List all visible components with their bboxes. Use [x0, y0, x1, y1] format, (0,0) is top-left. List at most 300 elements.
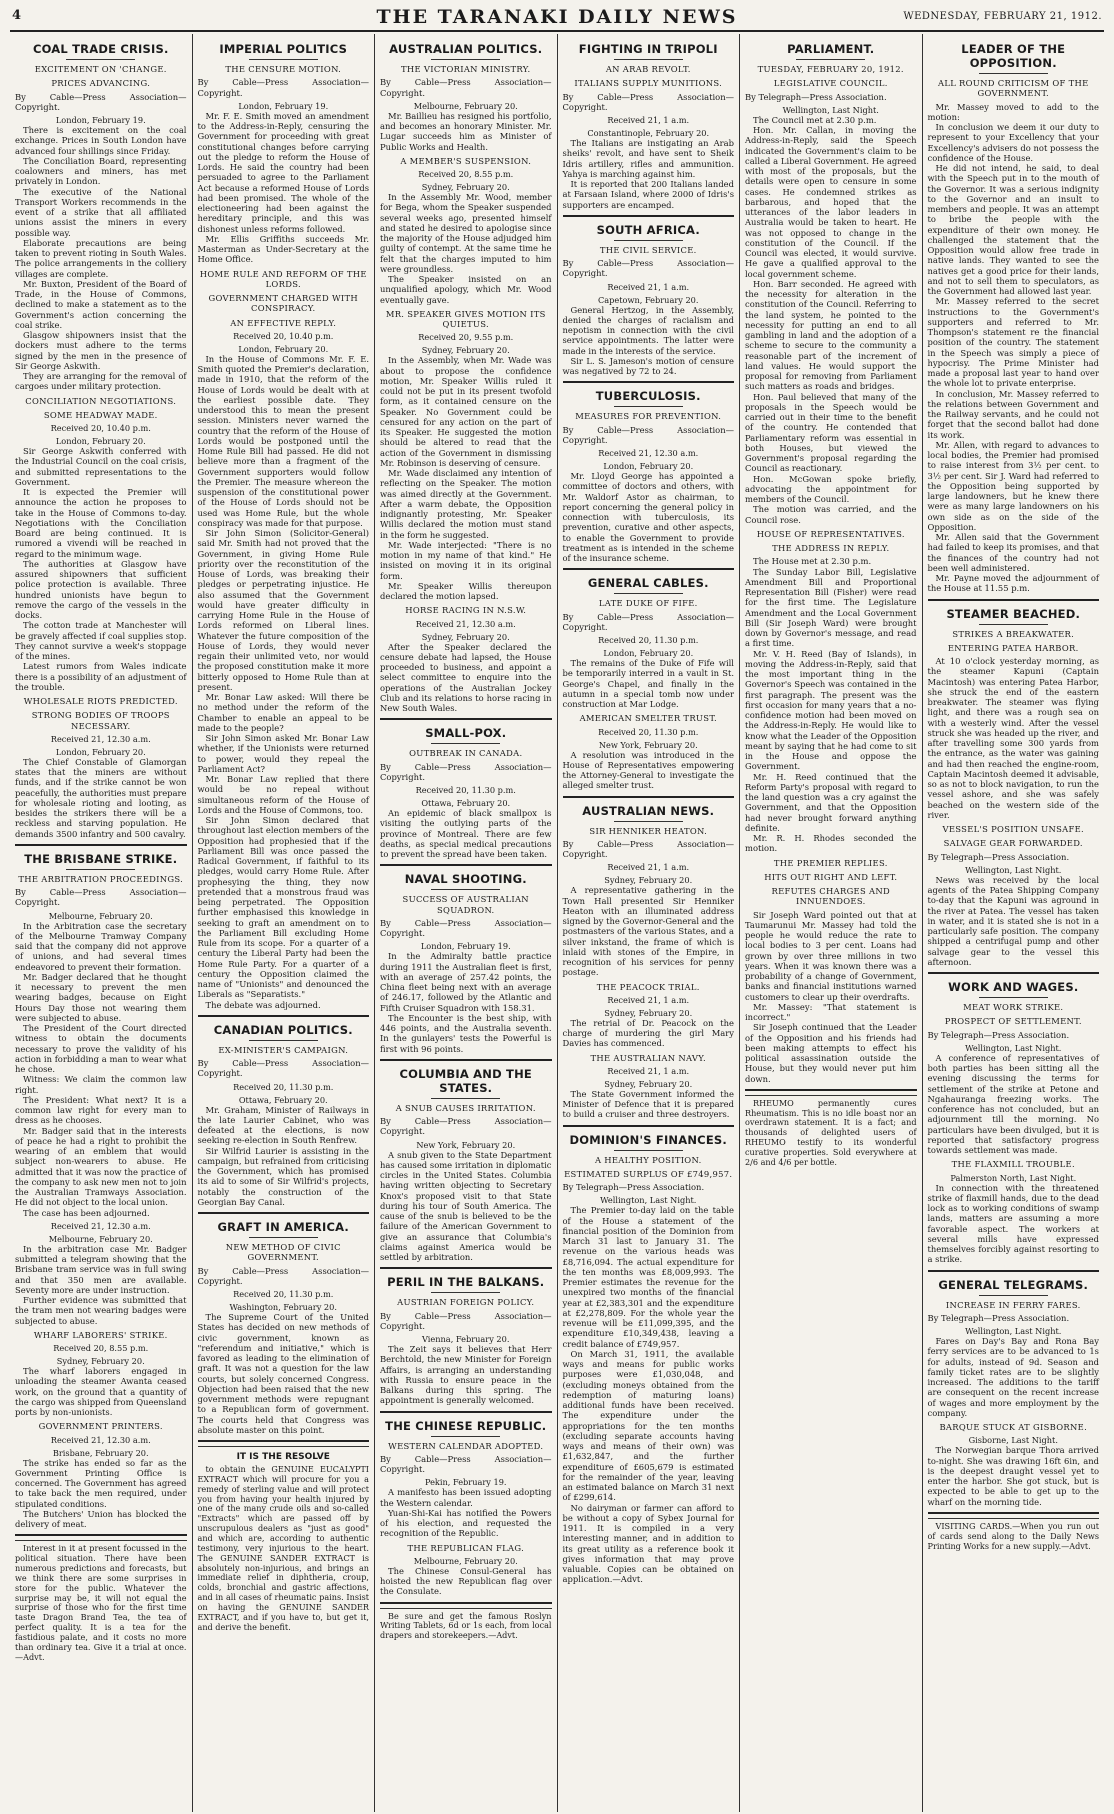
- advertisement: [198, 1446, 370, 1633]
- subheading: ITALIANS SUPPLY MUNITIONS.: [574, 78, 723, 89]
- paragraph: The authorities at Glasgow have assured shipowners that sufficient police protection is available. Three hundred unionists have begun to remove the cargo of the vessels in the docks.: [15, 558, 187, 621]
- subheading: THE VICTORIAN MINISTRY.: [401, 64, 531, 75]
- article-headline: AUSTRALIAN POLITICS.: [389, 42, 543, 56]
- byline: By Cable—Press Association—Copyright.: [15, 91, 187, 112]
- subheading: AUSTRIAN FOREIGN POLICY.: [397, 1297, 535, 1308]
- paragraph: The Council met at 2.30 p.m.: [753, 114, 877, 125]
- byline: By Cable—Press Association—Copyright.: [380, 1453, 552, 1475]
- paragraph: The Encounter is the best ship, with 446 points, and the Australia seventh. In the gunlayers' tests the Powerful is first with 96 points.: [380, 1012, 552, 1054]
- column-4: [558, 34, 741, 1812]
- dateline: Received 20, 10.40 p.m.: [233, 330, 334, 341]
- subheading: THE FLAXMILL TROUBLE.: [951, 1159, 1075, 1170]
- paragraph: In the Arbitration case the secretary of the Melbourne Tramway Company said that the company did not approve of unions, and had several times endeavored to prevent their formation.: [15, 920, 187, 972]
- paragraph: Mr. Massey: "That statement is incorrect.": [745, 1001, 917, 1023]
- article: [563, 1133, 735, 1590]
- dateline: Wellington, Last Night.: [782, 104, 879, 115]
- dateline: Received 21, 1 a.m.: [607, 994, 690, 1005]
- article-headline: AUSTRALIAN NEWS.: [582, 803, 715, 818]
- dateline: Received 21, 12.30 a.m.: [598, 448, 699, 459]
- advertisement: [745, 1095, 917, 1168]
- headline-rule: [66, 869, 135, 870]
- paragraph: The State Government informed the Minister of Defence that it is prepared to build a cruiser and three destroyers.: [562, 1088, 734, 1120]
- article: [380, 1419, 552, 1604]
- subheading: THE PREMIER REPLIES.: [773, 857, 888, 868]
- byline: By Telegraph—Press Association.: [927, 1312, 1070, 1323]
- subheading: TUESDAY, FEBRUARY 20, 1912.: [757, 64, 904, 75]
- dateline: Received 20, 11.30 p.m.: [415, 785, 516, 796]
- subheading: WESTERN CALENDAR ADOPTED.: [388, 1440, 544, 1451]
- headline-rule: [431, 1098, 500, 1099]
- paragraph: In connection with the threatened strike of flaxmill hands, due to the dead lock as to working conditions of swamp lands, matters are assuming a more favorable aspect. The workers at several mills have expressed themselves forcibly against resorting to a strike.: [927, 1182, 1099, 1265]
- article: [928, 42, 1100, 601]
- article-headline: DOMINION'S FINANCES.: [569, 1132, 727, 1147]
- byline: By Cable—Press Association—Copyright.: [15, 887, 187, 908]
- subheading: SIR HENNIKER HEATON.: [589, 825, 708, 836]
- paragraph: Mr. Massey referred to the secret instructions to the Government's supporters and referred to Mr. Thompson's statement re the financial position of the country. The statement in the Speech was simply a piece of hypocrisy. The Prime Minister had made a proposal last year to hand over the whole lot to private enterprise.: [927, 296, 1099, 389]
- dateline: Vienna, February 20.: [422, 1334, 510, 1345]
- dateline: New York, February 20.: [416, 1139, 516, 1150]
- dateline: London, February 20.: [55, 436, 146, 447]
- headline-rule: [249, 1040, 318, 1041]
- paragraph: In the arbitration case Mr. Badger submitted a telegram showing that the Brisbane tram service was in full swing and that 350 men are available. Seventy more are under instruction.: [15, 1243, 187, 1295]
- subheading: GOVERNMENT CHARGED WITH CONSPIRACY.: [208, 293, 358, 314]
- advertisement-text: Interest in it at present focussed in the political situation. There have been numerous predictions and forecasts, but we think there are some surprises in store for the public. Whatever the surprise may be, it will not equal the surprise of those who for the first time taste Dragon Brand Tea, the tea of perfect quality. It is a tea for the fastidious palate, and it costs no more than ordinary tea. Give it a trial at once.—Advt.: [15, 1543, 187, 1662]
- paragraph: An epidemic of black smallpox is visiting the outlying parts of the province of Montreal. There are few deaths, as special medical precautions to prevent the spread have been taken.: [380, 808, 552, 860]
- paragraph: News was received by the local agents of the Patea Shipping Company to-day that the Kapuni was aground in the river at Patea. The vessel has taken in water, and it is stated she is not in a particularly safe position. The company shipped a centrifugal pump and other salvage gear to the vessel this afternoon.: [927, 874, 1099, 967]
- dateline: Received 21, 1 a.m.: [607, 862, 690, 873]
- subheading: HITS OUT RIGHT AND LEFT.: [764, 871, 898, 882]
- headline-rule: [249, 1237, 318, 1238]
- paragraph: Mr. R. H. Rhodes seconded the motion.: [745, 833, 917, 854]
- subheading: GOVERNMENT PRINTERS.: [38, 1421, 163, 1432]
- byline: By Cable—Press Association—Copyright.: [562, 611, 734, 632]
- advertisement-text: VISITING CARDS.—When you run out of cards send along to the Daily News Printing Works for a new supply.—Advt.: [927, 1520, 1099, 1551]
- article: [198, 1220, 370, 1442]
- paragraph: After the Speaker declared the censure debate had lapsed, the House proceeded to business, and appoint a select committee to enquire into the operations of the Australian Jockey Club and its relations to horse racing in New South Wales.: [380, 641, 552, 714]
- subheading: EXCITEMENT ON 'CHANGE.: [34, 64, 167, 75]
- article-headline: GENERAL TELEGRAMS.: [938, 1277, 1089, 1292]
- paragraph: There is excitement on the coal exchange. Prices in South London have advanced four shillings since Friday.: [15, 125, 187, 156]
- paragraph: The Speaker insisted on an unqualified apology, which Mr. Wood eventually gave.: [380, 274, 552, 305]
- article-headline: CANADIAN POLITICS.: [213, 1022, 353, 1037]
- subheading: INCREASE IN FERRY FARES.: [945, 1299, 1081, 1310]
- subheading: THE REPUBLICAN FLAG.: [407, 1542, 525, 1553]
- dateline: Received 20, 10.40 p.m.: [50, 423, 151, 434]
- headline-rule: [431, 1292, 500, 1293]
- paragraph: The executive of the National Transport Workers recommends in the event of a strike that all affiliated unions assist the miners in every possible way.: [15, 186, 187, 238]
- article-headline: LEADER OF THE OPPOSITION.: [961, 42, 1066, 71]
- dateline: Brisbane, February 20.: [52, 1447, 149, 1458]
- issue-date: WEDNESDAY, FEBRUARY 21, 1912.: [903, 11, 1102, 22]
- paragraph: The Norwegian barque Thora arrived to-night. She was drawing 16ft 6in, and is the deepest draught vessel yet to enter the harbor. She got stuck, but is expected to be able to get up to the wharf on the morning tide.: [927, 1445, 1099, 1507]
- page-number: 4: [12, 8, 22, 23]
- paragraph: A representative gathering in the Town Hall presented Sir Henniker Heaton with an illuminated address signed by the Governor-General and the postmasters of the various States, and a silver inkstand, the frame of which is inlaid with stones of the Empire, in recognition of his services for penny postage.: [562, 885, 734, 978]
- paragraph: The retrial of Dr. Peacock on the charge of murdering the girl Mary Davies has commenced.: [562, 1017, 734, 1049]
- headline-rule: [614, 240, 683, 241]
- paragraph: Mr. Baillieu has resigned his portfolio, and becomes an honorary Minister. Mr. Lugar succeeds him as Minister of Public Works and Health.: [380, 110, 552, 152]
- dateline: Sydney, February 20.: [604, 1007, 693, 1018]
- dateline: Received 20, 11.30 p.m.: [598, 635, 699, 646]
- dateline: Palmerston North, Last Night.: [950, 1172, 1077, 1183]
- paragraph: The motion was carried, and the Council rose.: [745, 504, 917, 525]
- paragraph: Mr. Bonar Law asked: Will there be no method under the reform of the Chamber to enable an appeal to be made to the people?: [197, 692, 369, 733]
- column-6: [923, 34, 1105, 1812]
- byline: By Cable—Press Association—Copyright.: [380, 1310, 552, 1331]
- subheading: PRICES ADVANCING.: [51, 78, 151, 89]
- dateline: London, February 19.: [238, 100, 329, 111]
- paragraph: Mr. H. Reed continued that the Reform Party's proposal with regard to the land question was a cry against the Government, and that the Opposition had never brought forward anything definite.: [745, 771, 917, 833]
- dateline: Wellington, Last Night.: [965, 1042, 1062, 1053]
- paragraph: Mr. Lloyd George has appointed a committee of doctors and others, with Mr. Waldorf Astor as chairman, to report concerning the general policy in connection with tuberculosis, its prevention, curative and other aspects, to enable the Government to provide treatment as is intended in the scheme of the insurance scheme.: [562, 471, 734, 564]
- subheading: LEGISLATIVE COUNCIL.: [773, 78, 888, 89]
- dateline: Sydney, February 20.: [421, 631, 510, 642]
- headline-rule: [614, 1150, 683, 1151]
- paragraph: Latest rumors from Wales indicate there is a possibility of an adjustment of the trouble.: [15, 661, 187, 692]
- subheading: LATE DUKE OF FIFE.: [598, 598, 698, 609]
- article-headline: TUBERCULOSIS.: [595, 389, 701, 404]
- subheading: OUTBREAK IN CANADA.: [409, 748, 523, 759]
- paragraph: Mr. Allen, with regard to advances to local bodies, the Premier had promised to raise interest from 3½ per cent. to 3½ per cent. Sir J. Ward had referred to the Opposition being supported by large landowners, but he knew there were as many large landowners on his own side as on the side of the Opposition.: [927, 439, 1099, 532]
- headline-rule: [796, 59, 865, 60]
- paragraph: Mr. Badger said that in the interests of peace he had a right to prohibit the wearing of an emblem that would subject non-wearers to abuse. He admitted that it was now the practice of the company to ask new men not to join the Australian Tramways Association. He did not object to the local union.: [15, 1125, 187, 1208]
- dateline: Received 21, 1 a.m.: [607, 281, 690, 292]
- dateline: Melbourne, February 20.: [48, 1233, 153, 1244]
- dateline: Received 21, 12.30 a.m.: [50, 1434, 151, 1445]
- subheading: VESSEL'S POSITION UNSAFE.: [942, 824, 1084, 835]
- headline-rule: [979, 73, 1048, 74]
- dateline: New York, February 20.: [598, 739, 698, 750]
- paragraph: Hon. Paul believed that many of the proposals in the Speech would be carried out in their time to the benefit of the country. He contended that Parliamentary reform was essential in both Houses, but viewed the Government's proposal regarding the Council as reactionary.: [745, 391, 917, 474]
- dateline: Received 21, 1 a.m.: [607, 115, 690, 126]
- paragraph: Mr. Wade interjected: "There is no motion in my name of that kind." He insisted on moving it in its original form.: [380, 539, 552, 581]
- article: [198, 1023, 370, 1214]
- masthead: [10, 4, 1104, 32]
- article-headline: NAVAL SHOOTING.: [404, 872, 527, 887]
- article-headline: FIGHTING IN TRIPOLI: [578, 42, 718, 56]
- paragraph: Hon. Mr. Callan, in moving the Address-in-Reply, said the Speech indicated the Government's claim to be called a Liberal Government. He agreed with most of the proposals, but the details were open to censure in some cases. He condemned strikes as barbarous, and hoped that the utterances of the labor leaders in Australia would be taken to heart. He was not opposed to change in the constitution of the Council. If the Council was elected, it would survive. He gave a qualified approval to the local government scheme.: [745, 125, 917, 279]
- subheading: THE CIVIL SERVICE.: [599, 244, 697, 255]
- advertisement: [380, 1608, 552, 1642]
- headline-rule: [979, 624, 1048, 625]
- subheading: MEASURES FOR PREVENTION.: [575, 411, 722, 422]
- byline: By Telegraph—Press Association.: [927, 851, 1070, 862]
- article: [563, 223, 735, 384]
- article: [15, 852, 187, 1537]
- subheading: MR. SPEAKER GIVES MOTION ITS QUIETUS.: [385, 308, 546, 330]
- dateline: London, February 20.: [603, 461, 694, 472]
- paragraph: Hon. Barr seconded. He agreed with the necessity for alteration in the constitution of the Council. Referring to the land system, he pointed to the necessity for putting an end to all gambling in land and the adoption of a scheme to secure to the community a reasonable part of the increment of land values. He would support the proposal for removing from Parliament such matters as roads and bridges.: [745, 278, 917, 392]
- advertisement: [928, 1518, 1100, 1552]
- advertisement-text: RHEUMO permanently cures Rheumatism. This is no idle boast nor an overdrawn statement. It is a fact; and thousands of delighted users of RHEUMO testify to its wonderful curative properties. Sold everywhere at 2/6 and 4/6 per bottle.: [745, 1097, 917, 1167]
- article: [563, 389, 735, 570]
- paragraph: In conclusion, Mr. Massey referred to the relations between Government and the Railway servants, and he could not forget that the second ballot had done its work.: [927, 388, 1099, 440]
- article: [380, 42, 552, 720]
- dateline: Wellington, Last Night.: [600, 1195, 697, 1206]
- article-headline: COAL TRADE CRISIS.: [32, 42, 169, 56]
- paragraph: In the House of Commons Mr. F. E. Smith quoted the Premier's declaration, made in 1910, that the reform of the House of Lords would be dealt with at the earliest possible date. They understood this to mean the present session. Ministers never warned the country that the reform of the House of Lords would be postponed until the Home Rule Bill had passed. He did not believe more than a fragment of the Government supporters would follow the Premier. The measure whereon the suspension of the constitutional power of the House of Lords should not be used was Home Rule, but the whole conspiracy was made for that purpose.: [197, 353, 369, 528]
- subheading: STRONG BODIES OF TROOPS NECESSARY.: [31, 710, 170, 731]
- paragraph: A manifesto has been issued adopting the Western calendar.: [380, 1487, 552, 1508]
- paragraph: At 10 o'clock yesterday morning, as the steamer Kapuni (Captain Macintosh) was entering Patea Harbor, she struck the end of the eastern breakwater. The steamer was flying light, and there was a rough sea on with a westerly wind. After the vessel struck she was headed up the river, and after travelling some 300 yards from the entrance, as the water was gaining and had then reached the engine-room, Captain Macintosh deemed it advisable, so as not to block navigation, to run the vessel ashore, and she was safely beached on the western side of the river.: [927, 656, 1099, 820]
- subheading: WHOLESALE RIOTS PREDICTED.: [23, 696, 178, 707]
- paragraph: The Supreme Court of the United States has decided on new methods of civic government, known as "referendum and initiative," which is favored as leading to the elimination of graft. It was not a question for the law courts, but solely concerned Congress. Objection had been raised that the new government methods were repugnant to a Republican form of government. The courts held that Congress was absolute master on this point.: [197, 1312, 369, 1435]
- dateline: Melbourne, February 20.: [413, 1555, 518, 1566]
- byline: By Cable—Press Association—Copyright.: [380, 77, 552, 98]
- dateline: Pekin, February 19.: [424, 1477, 507, 1488]
- byline: By Cable—Press Association—Copyright.: [562, 91, 734, 112]
- column-3: [375, 34, 558, 1812]
- subheading: AMERICAN SMELTER TRUST.: [579, 713, 717, 724]
- paragraph: Mr. Badger declared that he thought it necessary to prevent the men wearing badges, because on Eight Hours Day those not wearing them were subjected to abuse.: [15, 971, 187, 1023]
- subheading: REFUTES CHARGES AND INNUENDOES.: [771, 886, 890, 907]
- article: [563, 576, 735, 797]
- headline-rule: [66, 59, 135, 60]
- paragraph: The Butchers' Union has blocked the delivery of meat.: [15, 1508, 187, 1530]
- dateline: Received 21, 12.30 a.m.: [50, 733, 151, 744]
- dateline: Capetown, February 20.: [598, 294, 699, 305]
- paragraph: The President: What next? It is a common law right for every man to dress as he chooses.: [15, 1094, 187, 1126]
- dateline: Received 20, 11.30 p.m.: [233, 1081, 334, 1092]
- byline: By Cable—Press Association—Copyright.: [197, 1058, 369, 1079]
- article-headline: PERIL IN THE BALKANS.: [387, 1275, 545, 1290]
- article-headline: THE CHINESE REPUBLIC.: [385, 1418, 547, 1433]
- subheading: ENTERING PATEA HARBOR.: [947, 642, 1079, 653]
- advertisement: [15, 1540, 187, 1662]
- subheading: HORSE RACING IN N.S.W.: [405, 605, 527, 616]
- paragraph: Mr. V. H. Reed (Bay of Islands), in moving the Address-in-Reply, said that the most important thing in the Governor's Speech was contained in the first paragraph. The present was the first occasion for many years that a no-confidence motion had been moved on the Address-in-Reply. He would like to know what the Leader of the Opposition meant by saying that he had come to sit in the House and oppose the Government.: [745, 648, 917, 772]
- paragraph: Sir L. S. Jameson's motion of censure was negatived by 72 to 24.: [562, 355, 734, 377]
- byline: By Cable—Press Association—Copyright.: [562, 258, 734, 279]
- subheading: HOME RULE AND REFORM OF THE LORDS.: [199, 268, 367, 289]
- paragraph: Mr. Wade disclaimed any intention of reflecting on the Speaker. The motion was aimed directly at the Government. After a warm debate, the Opposition indignantly protesting, Mr. Speaker Willis declared the motion must stand in the form he suggested.: [380, 468, 552, 540]
- dateline: London, February 19.: [420, 941, 511, 952]
- subheading: BARQUE STUCK AT GISBORNE.: [939, 1422, 1088, 1433]
- column-2: [193, 34, 376, 1812]
- subheading: THE ARBITRATION PROCEEDINGS.: [18, 873, 184, 884]
- paragraph: The remains of the Duke of Fife will be temporarily interred in a vault in St. George's Chapel, and finally in the autumn in a special tomb now under construction at Mar Lodge.: [562, 658, 734, 710]
- byline: By Cable—Press Association—Copyright.: [562, 838, 734, 860]
- dateline: Received 21, 12.30 a.m.: [50, 1220, 151, 1231]
- column-5: [740, 34, 923, 1812]
- dateline: Melbourne, February 20.: [48, 910, 153, 921]
- article-headline: THE BRISBANE STRIKE.: [24, 851, 178, 866]
- paragraph: In conclusion we deem it our duty to represent to your Excellency that your Excellency's advisers do not possess the confidence of the House.: [927, 122, 1099, 163]
- byline: By Cable—Press Association—Copyright.: [380, 761, 552, 782]
- headline-rule: [431, 889, 500, 890]
- subheading: THE CENSURE MOTION.: [225, 64, 342, 75]
- article: [563, 804, 735, 1127]
- paragraph: Sir Wilfrid Laurier is assisting in the campaign, but refrained from criticising the Government, which has promised its aid to some of Sir Wilfrid's projects, notably the construction of the Georgian Bay Canal.: [197, 1145, 369, 1207]
- paragraph: The cotton trade at Manchester will be gravely affected if coal supplies stop. They cannot survive a week's stoppage of the mines.: [15, 620, 187, 662]
- dateline: Constantinople, February 20.: [587, 128, 710, 139]
- subheading: SALVAGE GEAR FORWARDED.: [943, 838, 1083, 849]
- subheading: ALL ROUND CRITICISM OF THE GOVERNMENT.: [937, 78, 1089, 99]
- article-headline: SOUTH AFRICA.: [596, 222, 700, 237]
- headline-rule: [614, 821, 683, 822]
- paragraph: In the Assembly, when Mr. Wade was about to propose the confidence motion, Mr. Speaker Willis ruled it could not be put in its present twofold form, as it contained censure on the Speaker. No Government could be censured for any action on the part of its Speaker. He suggested the motion should be altered to read that the action of the Government in dismissing Mr. Robinson is deserving of censure.: [380, 355, 552, 468]
- dateline: Wellington, Last Night.: [965, 1326, 1062, 1337]
- subheading: CONCILIATION NEGOTIATIONS.: [25, 395, 177, 406]
- paragraph: The Italians are instigating an Arab sheiks' revolt, and have sent to Sheik Idris artillery, rifles and ammunition. Yahya is marching against him.: [562, 138, 734, 179]
- dateline: Sydney, February 20.: [421, 182, 510, 193]
- headline-rule: [249, 59, 318, 60]
- paragraph: The Chief Constable of Glamorgan states that the miners are without funds, and if the strike cannot be won peacefully, the authorities must prepare for wholesale rioting and looting, as besides the strikers there will be a reckless and starving population. He demands 3500 infantry and 500 cavalry.: [15, 756, 187, 839]
- article-headline: GRAFT IN AMERICA.: [217, 1220, 349, 1235]
- paragraph: Mr. Graham, Minister of Railways in the late Laurier Cabinet, who was defeated at the elections, is now seeking re-election in South Renfrew.: [197, 1104, 369, 1146]
- headline-rule: [979, 1295, 1048, 1296]
- paragraph: They are arranging for the removal of cargoes under military protection.: [15, 371, 187, 392]
- subheading: A HEALTHY POSITION.: [594, 1154, 702, 1165]
- byline: By Cable—Press Association—Copyright.: [562, 424, 734, 445]
- column-1: [10, 34, 193, 1812]
- paragraph: Glasgow shipowners insist that the dockers must adhere to the terms signed by the men in the presence of Sir George Askwith.: [15, 330, 187, 371]
- byline: By Cable—Press Association—Copyright.: [380, 1116, 552, 1137]
- article: [15, 42, 187, 846]
- dateline: Sydney, February 20.: [604, 1078, 693, 1089]
- paragraph: The debate was adjourned.: [205, 999, 321, 1010]
- dateline: London, February 20.: [238, 343, 329, 354]
- paragraph: The Chinese Consul-General has hoisted the new Republican flag over the Consulate.: [380, 1565, 552, 1597]
- dateline: Ottawa, February 20.: [238, 1094, 328, 1105]
- article: [928, 980, 1100, 1272]
- headline-rule: [979, 997, 1048, 998]
- paragraph: A snub given to the State Department has caused some irritation in diplomatic circles in the United States. Columbia having written objecting to Secretary Knox's proposed visit to that State during his tour of South America. The cause of the snub is believed to be the failure of the American Government to give an assurance that Columbia's claims against America would be settled by arbitration.: [380, 1149, 552, 1263]
- paragraph: He did not intend, he said, to deal with the Speech put in to the mouth of the Governor. It was a serious indignity to the Governor and an insult to members and people. It was an attempt to bribe the people with the expenditure of their own money. He challenged the statement that the Opposition would allow free trade in native lands. They wanted to see the natives get a good price for their lands, and not to sell them to speculators, as the Government had allowed last year.: [927, 163, 1099, 297]
- dateline: Received 21, 1 a.m.: [607, 1065, 690, 1076]
- paragraph: The strike has ended so far as the Government Printing Office is concerned. The Government has agreed to take back the men required, under stipulated conditions.: [15, 1457, 187, 1509]
- subheading: THE PEACOCK TRIAL.: [596, 981, 700, 992]
- headline-rule: [614, 593, 683, 594]
- subheading: MEAT WORK STRIKE.: [963, 1002, 1064, 1013]
- paragraph: Mr. Speaker Willis thereupon declared the motion lapsed.: [380, 580, 552, 602]
- paragraph: Mr. F. E. Smith moved an amendment to the Address-in-Reply, censuring the Government for proceeding with great constitutional changes before carrying out the pledge to reform the House of Lords. He said the country had been persuaded to agree to the Parliament Act because a reformed House of Lords had been promised. The whole of the electioneering had been against the hereditary principle, and this was dishonest unless reforms followed.: [197, 110, 369, 234]
- byline: By Cable—Press Association—Copyright.: [197, 77, 369, 98]
- dateline: London, February 20.: [603, 648, 694, 659]
- dateline: Melbourne, February 20.: [413, 100, 518, 111]
- paragraph: In the Admiralty battle practice during 1911 the Australian fleet is first, with an average of 257.42 points, the China fleet being next with an average of 246.17, followed by the Atlantic and Fifth Cruiser Squadron with 158.31.: [380, 951, 552, 1013]
- paragraph: Mr. Payne moved the adjournment of the House at 11.55 p.m.: [927, 573, 1099, 594]
- paragraph: In the Assembly Mr. Wood, member for Bega, whom the Speaker suspended several weeks ago, presented himself and stated he desired to apologise since the majority of the House adjudged him guilty of contempt. At the same time he felt that the charges imputed to him were groundless.: [380, 192, 552, 274]
- paragraph: Sir John Simon asked Mr. Bonar Law whether, if the Unionists were returned to power, would they repeal the Parliament Act?: [197, 733, 369, 774]
- paragraph: On March 31, 1911, the available ways and means for public works purposes were £1,030,048, and (excluding moneys obtained from the redemption of maturing loans) additional funds have been received. The expenditure under the appropriations for the ten months (excluding separate accounts having ways and means of their own) was £1,632,847, and the further expenditure of £605,679 is estimated for the remainder of the year, leaving an estimated balance on March 31 next of £299,614.: [562, 1348, 734, 1503]
- dateline: Washington, February 20.: [229, 1302, 337, 1313]
- paragraph: The wharf laborers engaged in unloading the steamer Awanta ceased work, on the ground that a quantity of the cargo was shipped from Queensland ports by non-unionists.: [15, 1366, 187, 1418]
- headline-rule: [431, 743, 500, 744]
- paragraph: Sir John Simon declared that throughout last election members of the Opposition had prophesied that if the Parliament Bill was once passed the Radical Government, if faithful to its pledges, would carry Home Rule. After prophesying the thing, they now pretended that a monstrous fraud was being perpetrated. The Opposition further emphasised this knowledge in seeking to graft an amendment on to the Parliament Bill excluding Home Rule from its scope. For a quarter of a century the Liberal Party had been the Home Rule Party. For a quarter of a century the Opposition claimed the name of "Unionists" and denounced the Liberals as "Separatists.": [197, 815, 369, 1000]
- columns-container: [10, 34, 1104, 1812]
- paragraph: Sir Joseph Ward pointed out that at Taumarunui Mr. Massey had told the people he would reduce the rate to local bodies to 3 per cent. Loans had grown by over three millions in two years. When it was known there was a probability of a change of Government, banks and financial institutions warned customers to clear up their overdrafts.: [745, 909, 917, 1002]
- dateline: London, February 20.: [55, 746, 146, 757]
- dateline: Ottawa, February 20.: [421, 798, 511, 809]
- subheading: HOUSE OF REPRESENTATIVES.: [756, 528, 905, 539]
- dateline: Sydney, February 20.: [56, 1356, 145, 1367]
- paragraph: The House met at 2.30 p.m.: [753, 556, 872, 567]
- paragraph: The Zeit says it believes that Herr Berchtold, the new Minister for Foreign Affairs, is arranging an understanding with Russia to ensure peace in the Balkans during this spring. The appointment is generally welcomed.: [380, 1344, 552, 1406]
- dateline: Gisborne, Last Night.: [968, 1435, 1058, 1446]
- subheading: THE AUSTRALIAN NAVY.: [590, 1052, 706, 1063]
- advertisement-text: Be sure and get the famous Roslyn Writing Tablets, 6d or 1s each, from local drapers and storekeepers.—Advt.: [380, 1610, 552, 1641]
- byline: By Telegraph—Press Association.: [745, 91, 887, 102]
- dateline: Wellington, Last Night.: [965, 864, 1062, 875]
- dateline: Sydney, February 20.: [604, 875, 693, 886]
- paragraph: A resolution was introduced in the House of Representatives empowering the Attorney-General to investigate the alleged smelter trust.: [562, 749, 734, 791]
- article-headline: PARLIAMENT.: [787, 42, 875, 56]
- article-headline: WORK AND WAGES.: [948, 980, 1079, 995]
- subheading: WHARF LABORERS' STRIKE.: [33, 1329, 168, 1340]
- paragraph: Mr. Allen said that the Government had failed to keep its promises, and that the finances of the country had not been well administered.: [927, 532, 1099, 573]
- article: [928, 607, 1100, 975]
- paragraph: The President of the Court directed witness to obtain the documents necessary to prove the validity of his action in forbidding a man to wear what he chose.: [15, 1023, 187, 1075]
- subheading: PROSPECT OF SETTLEMENT.: [944, 1016, 1082, 1027]
- paragraph: Mr. Bonar Law replied that there would be no repeal without simultaneous reform of the House of Lords and the House of Commons, too.: [197, 774, 369, 815]
- paragraph: Hon. McGowan spoke briefly, advocating the appointment for members of the Council.: [745, 473, 917, 505]
- article: [380, 726, 552, 866]
- headline-rule: [614, 59, 683, 60]
- article-headline: STEAMER BEACHED.: [946, 606, 1081, 621]
- subheading: A MEMBER'S SUSPENSION.: [400, 155, 532, 166]
- headline-rule: [431, 59, 500, 60]
- article: [198, 42, 370, 1017]
- paragraph: The Conciliation Board, representing coalowners and miners, has met privately in London.: [15, 155, 187, 187]
- article-headline: IMPERIAL POLITICS: [219, 42, 348, 56]
- paragraph: Mr. Buxton, President of the Board of Trade, in the House of Commons, declined to make a statement as to the Government's action concerning the coal strike.: [15, 278, 187, 330]
- paragraph: It is expected the Premier will announce the action he proposes to take in the House of Commons to-day. Negotiations with the Conciliation Board are being continued. It is rumored a vivendi will be reached in regard to the minimum wage.: [15, 487, 187, 559]
- byline: By Cable—Press Association—Copyright.: [197, 1265, 369, 1286]
- dateline: Received 20, 11.30 p.m.: [233, 1289, 334, 1300]
- article-headline: GENERAL CABLES.: [587, 576, 709, 591]
- paragraph: The Sunday Labor Bill, Legislative Amendment Bill and Proportional Representation Bill (Fisher) were read for the first time. The Legislature Amendment and the Local Government Bill (Sir Joseph Ward) were brought down by Governor's message, and read a first time.: [745, 566, 917, 649]
- paragraph: A conference of representatives of both parties has been sitting all the evening discussing the terms for settlement of the strike at Petone and Ngahauranga freezing works. The conference has not concluded, but an adjournment till the morning. No particulars have been divulged, but it is reported that satisfactory progress towards settlement was made.: [927, 1052, 1099, 1156]
- paragraph: No dairyman or farmer can afford to be without a copy of Sybex Journal for 1911. It is compiled in a very interesting manner, and in addition to its great utility as a reference book it gives information that may prove valuable. Copies can be obtained on application.—Advt.: [562, 1502, 734, 1585]
- byline: By Cable—Press Association—Copyright.: [380, 917, 552, 939]
- dateline: London, February 19.: [55, 115, 146, 126]
- subheading: AN ARAB REVOLT.: [605, 64, 691, 75]
- paragraph: General Hertzog, in the Assembly, denied the charges of racialism and nepotism in connection with the civil service appointments. The latter were made in the interests of the service.: [562, 304, 734, 356]
- byline: By Telegraph—Press Association.: [562, 1182, 705, 1193]
- advertisement-title: IT IS THE RESOLVE: [236, 1452, 330, 1463]
- newspaper-title: THE TARANAKI DAILY NEWS: [376, 6, 738, 28]
- subheading: AN EFFECTIVE REPLY.: [230, 317, 337, 328]
- paragraph: It is reported that 200 Italians landed at Farsaan Island, where 2000 of Idris's supporters are encamped.: [562, 179, 734, 210]
- article-headline: COLUMBIA AND THE STATES.: [399, 1066, 532, 1095]
- article: [563, 42, 735, 217]
- paragraph: Sir John Simon (Solicitor-General) said Mr. Smith had not proved that the Government, in giving Home Rule priority over the reconstitution of the House of Lords, was breaking their pledges or perpetrating injustice. He also assumed that the Government would have greater difficulty in carrying Home Rule in the House of Lords reformed on Liberal lines. Whatever the future composition of the House of Lords, they would never regain their unlimited veto, nor would the proposed constitution make it more bitterly opposed to Home Rule than at present.: [197, 528, 369, 692]
- subheading: ESTIMATED SURPLUS OF £749,957.: [564, 1168, 733, 1179]
- dateline: Received 20, 11.30 p.m.: [598, 726, 699, 737]
- subheading: STRIKES A BREAKWATER.: [952, 628, 1075, 639]
- subheading: THE ADDRESS IN REPLY.: [772, 543, 890, 554]
- headline-rule: [614, 406, 683, 407]
- paragraph: Further evidence was submitted that the tram men not wearing badges were subjected to abuse.: [15, 1295, 187, 1326]
- dateline: Received 20, 8.55 p.m.: [53, 1343, 149, 1354]
- paragraph: Sir Joseph continued that the Leader of the Opposition and his friends had been making attempts to effect his political assassination outside the House, but they would never put him down.: [745, 1022, 917, 1084]
- paragraph: Yuan-Shi-Kai has notified the Powers of his election, and requested the recognition of the Republic.: [380, 1507, 552, 1539]
- subheading: A SNUB CAUSES IRRITATION.: [395, 1102, 536, 1113]
- headline-rule: [431, 1436, 500, 1437]
- article: [380, 1275, 552, 1412]
- dateline: Sydney, February 20.: [421, 345, 510, 356]
- subheading: EX-MINISTER'S CAMPAIGN.: [218, 1044, 349, 1055]
- paragraph: Mr. Massey moved to add to the motion:: [927, 101, 1099, 122]
- article: [380, 872, 552, 1061]
- paragraph: Mr. Ellis Griffiths succeeds Mr. Masterman as Under-Secretary at the Home Office.: [197, 233, 369, 265]
- subheading: SOME HEADWAY MADE.: [43, 409, 158, 420]
- byline: By Telegraph—Press Association.: [927, 1029, 1070, 1040]
- paragraph: Witness: We claim the common law right.: [15, 1074, 187, 1095]
- subheading: SUCCESS OF AUSTRALIAN SQUADRON.: [402, 894, 529, 915]
- paragraph: Fares on Day's Bay and Rona Bay ferry services are to be advanced to 1s for adults, instead of 9d. Season and family ticket rates are to be slightly increased. The additions to the tariff are consequent on the recent increase of wages and more employment by the company.: [927, 1336, 1099, 1418]
- article: [380, 1067, 552, 1270]
